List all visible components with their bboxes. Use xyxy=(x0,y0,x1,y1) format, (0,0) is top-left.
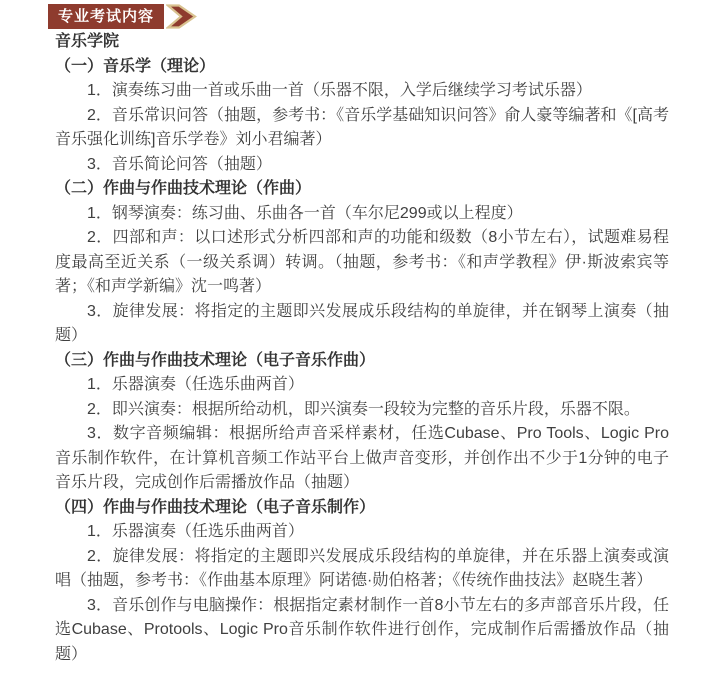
college-title: 音乐学院 xyxy=(55,33,120,50)
section-4-item: 1．乐器演奏（任选乐曲两首） xyxy=(87,523,304,540)
section-1-heading: （一）音乐学（理论） xyxy=(55,57,216,75)
chevron-right-icon xyxy=(166,4,198,29)
section-3-item: 2．即兴演奏：根据所给动机，即兴演奏一段较为完整的音乐片段，乐器不限。 xyxy=(87,400,640,418)
section-3-heading: （三）作曲与作曲技术理论（电子音乐作曲） xyxy=(55,351,376,369)
section-4-item: 2．旋律发展：将指定的主题即兴发展成乐段结构的单旋律，并在乐器上演奏或演唱（抽题，参考书：《作曲基本原理》阿诺德·勋伯格著；《传统作曲技法》赵晓生著） xyxy=(55,547,669,589)
section-1-item: 3．音乐简论问答（抽题） xyxy=(87,155,272,173)
section-2-item: 2．四部和声：以口述形式分析四部和声的功能和级数（8小节左右），试题难易程度最高至近关系（一级关系调）转调。（抽题，参考书：《和声学教程》伊·斯波索宾等著；《和声学新编》沈一鸣著） xyxy=(55,229,669,295)
section-2-item: 1．钢琴演奏：练习曲、乐曲各一首（车尔尼299或以上程度） xyxy=(87,204,523,222)
section-badge xyxy=(48,4,198,29)
section-1-item: 2．音乐常识问答（抽题，参考书：《音乐学基础知识问答》俞人豪等编著和《[高考音乐强化训练]音乐学卷》刘小君编著） xyxy=(55,106,669,148)
section-4-item: 3．音乐创作与电脑操作：根据指定素材制作一首8小节左右的多声部音乐片段，任选Cubase、Protools、Logic Pro音乐制作软件进行创作，完成制作后需播放作品（抽题） xyxy=(55,596,669,663)
section-1-item: 1．演奏练习曲一首或乐曲一首（乐器不限，入学后继续学习考试乐器） xyxy=(87,82,592,99)
section-3-item: 1．乐器演奏（任选乐曲两首） xyxy=(87,376,304,393)
exam-content-body xyxy=(55,30,669,667)
section-4-heading: （四）作曲与作曲技术理论（电子音乐制作） xyxy=(55,498,376,516)
section-2-heading: （二）作曲与作曲技术理论（作曲） xyxy=(55,180,312,197)
section-2-item: 3．旋律发展：将指定的主题即兴发展成乐段结构的单旋律，并在钢琴上演奏（抽题） xyxy=(55,302,669,344)
section-3-item: 3．数字音频编辑：根据所给声音采样素材，任选Cubase、Pro Tools、Logic Pro音乐制作软件，在计算机音频工作站平台上做声音变形，并创作出不少于1分钟的电子音乐片段，完成创作后需播放作品（抽题） xyxy=(55,425,669,491)
badge-label: 专业考试内容 xyxy=(48,4,164,29)
